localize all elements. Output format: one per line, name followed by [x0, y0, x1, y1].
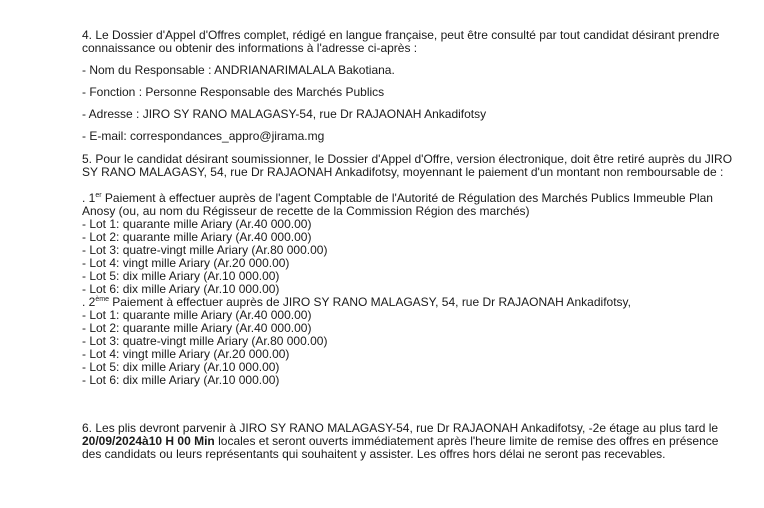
contact-email: - E-mail: correspondances_appro@jirama.mg: [82, 129, 325, 143]
payment-1-lot-1: - Lot 1: quarante mille Ariary (Ar.40 000.00): [82, 217, 312, 231]
contact-adresse: - Adresse : JIRO SY RANO MALAGASY-54, rue Dr RAJAONAH Ankadifotsy: [82, 107, 487, 121]
section-5-line-1: 5. Pour le candidat désirant soumissionner, le Dossier d'Appel d'Offre, version électronique, doit être retiré auprès du JIRO: [82, 152, 733, 166]
payment-2-heading-text: Paiement à effectuer auprès de JIRO SY RANO MALAGASY, 54, rue Dr RAJAONAH Ankadifotsy,: [108, 295, 631, 309]
payment-1-heading-text: Paiement à effectuer auprès de l'agent Comptable de l'Autorité de Régulation des Marchés Publics Immeuble Plan: [101, 191, 713, 205]
payment-2-lot-2: - Lot 2: quarante mille Ariary (Ar.40 000.00): [82, 321, 312, 335]
contact-responsable: - Nom du Responsable : ANDRIANARIMALALA Bakotiana.: [82, 63, 395, 77]
payment-1-line-2: Anosy (ou, au nom du Régisseur de recette de la Commission Région des marchés): [82, 204, 530, 218]
payment-2-lot-1: - Lot 1: quarante mille Ariary (Ar.40 000.00): [82, 308, 312, 322]
payment-2-lot-5: - Lot 5: dix mille Ariary (Ar.10 000.00): [82, 360, 280, 374]
payment-1-superscript: er: [95, 192, 102, 199]
contact-fonction: - Fonction : Personne Responsable des Marchés Publics: [82, 85, 385, 99]
section-5-line-2: SY RANO MALAGASY, 54, rue Dr RAJAONAH Ankadifotsy, moyennant le paiement d'un montant non remboursable de :: [82, 165, 724, 179]
section-6-line-1: 6. Les plis devront parvenir à JIRO SY RANO MALAGASY-54, rue Dr RAJAONAH Ankadifotsy, -2e étage au plus tard le: [82, 421, 719, 435]
submission-deadline: 20/09/2024à10 H 00 Min: [82, 434, 215, 448]
payment-1-lot-5: - Lot 5: dix mille Ariary (Ar.10 000.00): [82, 269, 280, 283]
payment-2-prefix: . 2: [82, 295, 96, 309]
section-6-line-2-text: locales et seront ouverts immédiatement après l'heure limite de remise des offres en présence: [214, 434, 719, 448]
payment-1-lot-6: - Lot 6: dix mille Ariary (Ar.10 000.00): [82, 282, 280, 296]
payment-1-lot-2: - Lot 2: quarante mille Ariary (Ar.40 000.00): [82, 230, 312, 244]
payment-2-lot-3: - Lot 3: quatre-vingt mille Ariary (Ar.80 000.00): [82, 334, 328, 348]
payment-2-lot-4: - Lot 4: vingt mille Ariary (Ar.20 000.00): [82, 347, 290, 361]
section-6-line-3: des candidats ou leurs représentants qui souhaitent y assister. Les offres hors délai ne seront pas recevables.: [82, 447, 666, 461]
section-4-line-2: connaissance ou obtenir des informations à l'adresse ci-après :: [82, 41, 418, 55]
payment-2-superscript: ème: [95, 296, 109, 303]
payment-1-prefix: . 1: [82, 191, 96, 205]
payment-1-lot-3: - Lot 3: quatre-vingt mille Ariary (Ar.80 000.00): [82, 243, 328, 257]
payment-2-lot-6: - Lot 6: dix mille Ariary (Ar.10 000.00): [82, 373, 280, 387]
payment-1-lot-4: - Lot 4: vingt mille Ariary (Ar.20 000.00): [82, 256, 290, 270]
section-4-line-1: 4. Le Dossier d'Appel d'Offres complet, rédigé en langue française, peut être consulté par tout candidat désirant prendre: [82, 28, 720, 42]
